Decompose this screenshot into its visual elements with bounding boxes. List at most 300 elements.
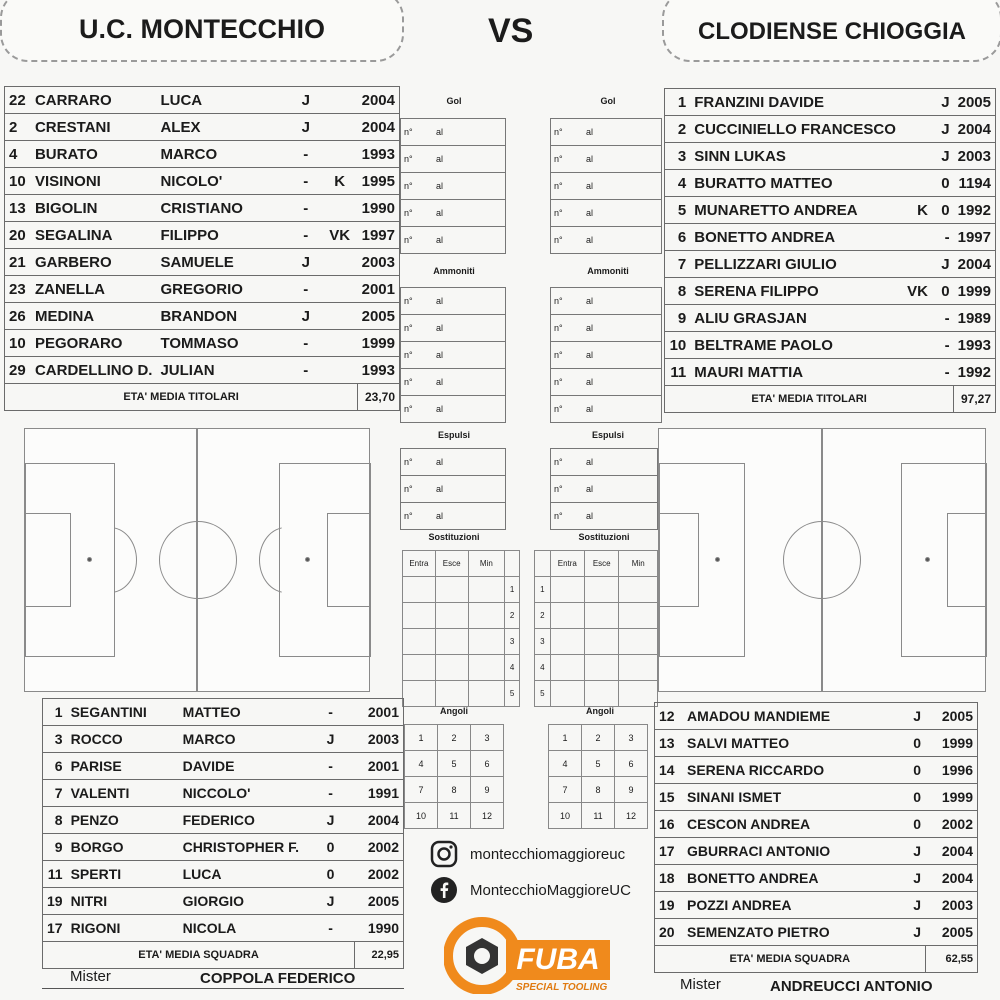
player-number: 7 bbox=[665, 251, 691, 278]
player-name: BURATTO MATTEO bbox=[690, 170, 900, 197]
player-first-name: LUCA bbox=[179, 861, 307, 888]
subs-row bbox=[535, 603, 658, 629]
event-number-field: n° bbox=[401, 200, 434, 227]
player-birth-year: 1992 bbox=[954, 197, 996, 224]
subs-row bbox=[403, 603, 520, 629]
event-row bbox=[401, 449, 506, 476]
subs-number: 2 bbox=[535, 603, 551, 629]
event-minute-field: al bbox=[583, 476, 658, 503]
player-flag: - bbox=[307, 780, 355, 807]
facebook-icon bbox=[430, 876, 458, 904]
vs-label: VS bbox=[488, 12, 534, 50]
player-flag: J bbox=[307, 807, 355, 834]
player-number: 4 bbox=[5, 141, 31, 168]
subs-entra-field bbox=[403, 681, 436, 707]
player-surname: PEGORARO bbox=[31, 330, 157, 357]
player-surname: NITRI bbox=[67, 888, 179, 915]
event-minute-field: al bbox=[433, 315, 506, 342]
event-number-field: n° bbox=[401, 227, 434, 254]
corner-box: 2 bbox=[438, 725, 471, 751]
corner-box: 6 bbox=[615, 751, 648, 777]
event-number-field: n° bbox=[401, 396, 434, 423]
event-row bbox=[401, 200, 506, 227]
event-row bbox=[401, 396, 506, 423]
player-birth-year: 2002 bbox=[355, 861, 404, 888]
subs-table-right bbox=[534, 550, 658, 707]
player-birth-year: 1999 bbox=[358, 330, 400, 357]
event-row bbox=[551, 288, 662, 315]
player-surname: CRESTANI bbox=[31, 114, 157, 141]
event-row bbox=[401, 227, 506, 254]
subs-number: 5 bbox=[505, 681, 520, 707]
subs-entra-field bbox=[550, 603, 584, 629]
away-coach-label: Mister bbox=[680, 976, 721, 993]
player-role bbox=[900, 170, 932, 197]
player-role bbox=[322, 249, 358, 276]
facebook-link[interactable] bbox=[430, 876, 631, 904]
player-name: CUCCINIELLO FRANCESCO bbox=[690, 116, 900, 143]
event-number-field: n° bbox=[551, 369, 584, 396]
player-flag: J bbox=[290, 114, 322, 141]
player-number: 20 bbox=[5, 222, 31, 249]
player-flag: J bbox=[932, 116, 954, 143]
event-row bbox=[401, 173, 506, 200]
home-bench-row bbox=[43, 726, 404, 753]
player-name-cell bbox=[683, 757, 925, 784]
player-flag: - bbox=[307, 915, 355, 942]
subs-row bbox=[535, 629, 658, 655]
player-name-cell bbox=[683, 703, 925, 730]
player-birth-year: 1996 bbox=[925, 757, 978, 784]
corner-box: 1 bbox=[549, 725, 582, 751]
gol-label-left: Gol bbox=[446, 96, 462, 106]
subs-number: 4 bbox=[505, 655, 520, 681]
subs-number-header bbox=[535, 551, 551, 577]
squad-avg-label: ETA' MEDIA SQUADRA bbox=[729, 953, 851, 965]
espulsi-label-right: Espulsi bbox=[591, 430, 624, 440]
away-starter-row bbox=[665, 251, 996, 278]
center-circle bbox=[159, 521, 237, 599]
player-number: 11 bbox=[43, 861, 67, 888]
player-flag: 0 bbox=[913, 735, 921, 751]
player-name: BELTRAME PAOLO bbox=[690, 332, 900, 359]
subs-min-field bbox=[468, 577, 505, 603]
player-role bbox=[322, 276, 358, 303]
player-flag: - bbox=[307, 753, 355, 780]
player-surname: RIGONI bbox=[67, 915, 179, 942]
event-number-field: n° bbox=[401, 476, 434, 503]
player-surname: SEGANTINI bbox=[67, 699, 179, 726]
subs-row bbox=[403, 629, 520, 655]
player-first-name: LUCA bbox=[156, 87, 289, 114]
event-number-field: n° bbox=[551, 227, 584, 254]
home-starter-row bbox=[5, 222, 400, 249]
home-starter-row bbox=[5, 141, 400, 168]
player-number: 14 bbox=[655, 757, 684, 784]
goal-area-right bbox=[947, 513, 987, 607]
player-birth-year: 2005 bbox=[355, 888, 404, 915]
away-starters-avg-row bbox=[665, 386, 996, 413]
away-bench-row bbox=[655, 784, 978, 811]
player-number: 19 bbox=[43, 888, 67, 915]
instagram-handle: montecchiomaggioreuc bbox=[470, 845, 626, 863]
player-number: 3 bbox=[665, 143, 691, 170]
player-birth-year: 1997 bbox=[954, 224, 996, 251]
player-flag: 0 bbox=[913, 789, 921, 805]
player-first-name: TOMMASO bbox=[156, 330, 289, 357]
corner-box: 11 bbox=[582, 803, 615, 829]
player-flag: J bbox=[913, 897, 921, 913]
player-number: 1 bbox=[665, 89, 691, 116]
corner-row bbox=[549, 803, 648, 829]
event-minute-field: al bbox=[433, 119, 506, 146]
player-birth-year: 1995 bbox=[358, 168, 400, 195]
player-surname: CARDELLINO D. bbox=[31, 357, 157, 384]
player-surname: SPERTI bbox=[67, 861, 179, 888]
event-number-field: n° bbox=[401, 119, 434, 146]
event-number-field: n° bbox=[401, 342, 434, 369]
subs-number: 2 bbox=[505, 603, 520, 629]
sponsor-badge bbox=[506, 940, 610, 980]
penalty-spot-right bbox=[925, 557, 930, 562]
away-pitch bbox=[658, 428, 986, 692]
away-bench-row bbox=[655, 838, 978, 865]
instagram-icon bbox=[430, 840, 458, 868]
away-bench-row bbox=[655, 757, 978, 784]
event-number-field: n° bbox=[551, 503, 584, 530]
event-minute-field: al bbox=[433, 200, 506, 227]
player-name: ALIU GRASJAN bbox=[690, 305, 900, 332]
subs-min-field bbox=[468, 655, 505, 681]
player-number: 8 bbox=[665, 278, 691, 305]
away-starter-row bbox=[665, 305, 996, 332]
squad-avg-label: ETA' MEDIA SQUADRA bbox=[138, 949, 259, 961]
corner-box: 5 bbox=[582, 751, 615, 777]
player-surname: VISINONI bbox=[31, 168, 157, 195]
player-number: 23 bbox=[5, 276, 31, 303]
player-flag: J bbox=[290, 303, 322, 330]
corner-box: 6 bbox=[471, 751, 504, 777]
event-minute-field: al bbox=[433, 227, 506, 254]
subs-esce-field bbox=[435, 629, 468, 655]
home-coach-line bbox=[42, 988, 404, 989]
player-number: 7 bbox=[43, 780, 67, 807]
player-surname: BORGO bbox=[67, 834, 179, 861]
player-number: 8 bbox=[43, 807, 67, 834]
away-starter-row bbox=[665, 224, 996, 251]
event-row bbox=[401, 315, 506, 342]
player-first-name: JULIAN bbox=[156, 357, 289, 384]
event-number-field: n° bbox=[551, 476, 584, 503]
player-number: 9 bbox=[43, 834, 67, 861]
player-surname: CARRARO bbox=[31, 87, 157, 114]
gol-label-right: Gol bbox=[600, 96, 616, 106]
corner-box: 11 bbox=[438, 803, 471, 829]
ammoniti-table-left bbox=[400, 287, 506, 423]
player-number: 3 bbox=[43, 726, 67, 753]
player-role bbox=[900, 359, 932, 386]
player-flag: J bbox=[913, 843, 921, 859]
subs-header-row bbox=[403, 551, 520, 577]
player-flag: 0 bbox=[932, 197, 954, 224]
player-flag: - bbox=[290, 141, 322, 168]
away-bench-row bbox=[655, 865, 978, 892]
player-birth-year: 2001 bbox=[358, 276, 400, 303]
player-first-name: BRANDON bbox=[156, 303, 289, 330]
angoli-grid-left bbox=[404, 724, 504, 829]
subs-esce-field bbox=[585, 603, 619, 629]
player-flag: J bbox=[932, 89, 954, 116]
player-birth-year: 2004 bbox=[358, 114, 400, 141]
home-bench-row bbox=[43, 888, 404, 915]
player-role bbox=[322, 195, 358, 222]
away-bench-row bbox=[655, 892, 978, 919]
corner-box: 5 bbox=[438, 751, 471, 777]
player-role bbox=[322, 114, 358, 141]
corner-box: 3 bbox=[471, 725, 504, 751]
event-row bbox=[401, 503, 506, 530]
event-row bbox=[401, 476, 506, 503]
subs-row bbox=[403, 681, 520, 707]
away-squad-avg-row bbox=[655, 946, 978, 973]
subs-entra-header: Entra bbox=[550, 551, 584, 577]
player-number: 26 bbox=[5, 303, 31, 330]
subs-row bbox=[403, 655, 520, 681]
espulsi-table-right bbox=[550, 448, 658, 530]
player-flag: - bbox=[290, 168, 322, 195]
facebook-handle: MontecchioMaggioreUC bbox=[470, 881, 631, 899]
player-surname: VALENTI bbox=[67, 780, 179, 807]
subs-esce-header: Esce bbox=[435, 551, 468, 577]
subs-min-field bbox=[619, 681, 658, 707]
player-birth-year: 2004 bbox=[954, 116, 996, 143]
player-name: SEMENZATO PIETRO bbox=[687, 924, 830, 940]
event-number-field: n° bbox=[551, 200, 584, 227]
player-first-name: NICOLA bbox=[179, 915, 307, 942]
corner-box: 12 bbox=[615, 803, 648, 829]
penalty-spot-left bbox=[87, 557, 92, 562]
subs-esce-field bbox=[435, 577, 468, 603]
squad-avg-value: 22,95 bbox=[371, 949, 399, 961]
home-pitch bbox=[24, 428, 370, 692]
player-number: 18 bbox=[655, 865, 684, 892]
subs-min-field bbox=[468, 603, 505, 629]
player-role bbox=[322, 330, 358, 357]
player-birth-year: 1999 bbox=[925, 784, 978, 811]
subs-min-field bbox=[619, 629, 658, 655]
event-minute-field: al bbox=[433, 369, 506, 396]
subs-row bbox=[535, 655, 658, 681]
player-role bbox=[900, 224, 932, 251]
player-flag: 0 bbox=[307, 834, 355, 861]
avg-label: ETA' MEDIA TITOLARI bbox=[751, 393, 867, 405]
event-minute-field: al bbox=[583, 396, 662, 423]
subs-min-field bbox=[619, 603, 658, 629]
player-number: 21 bbox=[5, 249, 31, 276]
angoli-label-right: Angoli bbox=[586, 706, 614, 716]
home-starters-table bbox=[4, 86, 400, 411]
angoli-label-left: Angoli bbox=[440, 706, 468, 716]
player-birth-year: 1999 bbox=[925, 730, 978, 757]
away-starter-row bbox=[665, 332, 996, 359]
event-number-field: n° bbox=[551, 146, 584, 173]
corner-row bbox=[405, 777, 504, 803]
subs-number: 5 bbox=[535, 681, 551, 707]
player-birth-year: 2005 bbox=[954, 89, 996, 116]
player-flag: J bbox=[932, 143, 954, 170]
penalty-spot-right bbox=[305, 557, 310, 562]
player-flag: - bbox=[290, 195, 322, 222]
player-surname: ZANELLA bbox=[31, 276, 157, 303]
player-number: 10 bbox=[665, 332, 691, 359]
home-starter-row bbox=[5, 249, 400, 276]
home-starter-row bbox=[5, 303, 400, 330]
player-flag: J bbox=[290, 249, 322, 276]
event-row bbox=[551, 200, 662, 227]
player-surname: PENZO bbox=[67, 807, 179, 834]
player-name: MAURI MATTIA bbox=[690, 359, 900, 386]
goal-area-left bbox=[659, 513, 699, 607]
event-row bbox=[551, 449, 658, 476]
event-minute-field: al bbox=[583, 119, 662, 146]
subs-min-field bbox=[468, 681, 505, 707]
event-row bbox=[401, 288, 506, 315]
away-bench-row bbox=[655, 811, 978, 838]
event-minute-field: al bbox=[583, 173, 662, 200]
home-starter-row bbox=[5, 357, 400, 384]
corner-box: 1 bbox=[405, 725, 438, 751]
subs-number-header bbox=[505, 551, 520, 577]
event-number-field: n° bbox=[401, 173, 434, 200]
away-bench-row bbox=[655, 703, 978, 730]
player-birth-year: 1993 bbox=[358, 357, 400, 384]
player-flag: J bbox=[913, 708, 921, 724]
player-name-cell bbox=[683, 865, 925, 892]
player-flag: 0 bbox=[932, 278, 954, 305]
subs-esce-field bbox=[585, 577, 619, 603]
espulsi-label-left: Espulsi bbox=[437, 430, 470, 440]
player-flag: J bbox=[932, 251, 954, 278]
event-row bbox=[401, 369, 506, 396]
player-flag: - bbox=[932, 332, 954, 359]
event-number-field: n° bbox=[401, 369, 434, 396]
player-name-cell bbox=[683, 919, 925, 946]
player-flag: 0 bbox=[932, 170, 954, 197]
player-name-cell bbox=[683, 730, 925, 757]
event-minute-field: al bbox=[433, 288, 506, 315]
sostituzioni-label-right: Sostituzioni bbox=[578, 532, 630, 542]
event-minute-field: al bbox=[583, 288, 662, 315]
player-name-cell bbox=[683, 892, 925, 919]
corner-row bbox=[549, 725, 648, 751]
player-birth-year: 1997 bbox=[358, 222, 400, 249]
subs-entra-field bbox=[403, 655, 436, 681]
player-number: 17 bbox=[43, 915, 67, 942]
player-flag: - bbox=[290, 330, 322, 357]
subs-entra-field bbox=[550, 629, 584, 655]
player-first-name: FEDERICO bbox=[179, 807, 307, 834]
subs-min-field bbox=[619, 655, 658, 681]
corner-box: 9 bbox=[471, 777, 504, 803]
subs-number: 1 bbox=[505, 577, 520, 603]
player-number: 13 bbox=[655, 730, 684, 757]
home-coach-label: Mister bbox=[70, 968, 111, 985]
player-number: 11 bbox=[665, 359, 691, 386]
away-starter-row bbox=[665, 170, 996, 197]
player-surname: PARISE bbox=[67, 753, 179, 780]
home-bench-row bbox=[43, 834, 404, 861]
event-minute-field: al bbox=[583, 200, 662, 227]
player-flag: - bbox=[307, 699, 355, 726]
player-birth-year: 1991 bbox=[355, 780, 404, 807]
instagram-link[interactable] bbox=[430, 840, 625, 868]
player-number: 9 bbox=[665, 305, 691, 332]
player-flag: J bbox=[307, 888, 355, 915]
home-starter-row bbox=[5, 87, 400, 114]
player-birth-year: 2002 bbox=[355, 834, 404, 861]
subs-esce-field bbox=[435, 603, 468, 629]
player-birth-year: 2004 bbox=[925, 838, 978, 865]
player-first-name: CRISTIANO bbox=[156, 195, 289, 222]
home-starters-avg-row bbox=[5, 384, 400, 411]
player-role: K bbox=[900, 197, 932, 224]
player-number: 1 bbox=[43, 699, 67, 726]
gol-table-left bbox=[400, 118, 506, 254]
player-birth-year: 2005 bbox=[358, 303, 400, 330]
event-row bbox=[551, 342, 662, 369]
player-birth-year: 2002 bbox=[925, 811, 978, 838]
player-number: 16 bbox=[655, 811, 684, 838]
player-number: 29 bbox=[5, 357, 31, 384]
event-minute-field: al bbox=[583, 369, 662, 396]
event-row bbox=[551, 396, 662, 423]
player-surname: BURATO bbox=[31, 141, 157, 168]
player-birth-year: 1989 bbox=[954, 305, 996, 332]
player-flag: J bbox=[913, 870, 921, 886]
subs-entra-field bbox=[550, 655, 584, 681]
player-name: CESCON ANDREA bbox=[687, 816, 811, 832]
player-first-name: GIORGIO bbox=[179, 888, 307, 915]
player-flag: J bbox=[913, 924, 921, 940]
home-bench-row bbox=[43, 780, 404, 807]
event-minute-field: al bbox=[433, 146, 506, 173]
player-birth-year: 1990 bbox=[358, 195, 400, 222]
player-number: 5 bbox=[665, 197, 691, 224]
subs-entra-field bbox=[403, 603, 436, 629]
player-name: POZZI ANDREA bbox=[687, 897, 792, 913]
player-role bbox=[322, 303, 358, 330]
away-bench-row bbox=[655, 919, 978, 946]
home-starter-row bbox=[5, 276, 400, 303]
event-number-field: n° bbox=[551, 449, 584, 476]
event-number-field: n° bbox=[551, 288, 584, 315]
player-role bbox=[322, 141, 358, 168]
event-number-field: n° bbox=[401, 315, 434, 342]
player-name: PELLIZZARI GIULIO bbox=[690, 251, 900, 278]
home-starter-row bbox=[5, 330, 400, 357]
player-first-name: MARCO bbox=[179, 726, 307, 753]
subs-header-row bbox=[535, 551, 658, 577]
corner-row bbox=[549, 751, 648, 777]
player-name: SINANI ISMET bbox=[687, 789, 782, 805]
event-row bbox=[551, 227, 662, 254]
player-flag: 0 bbox=[913, 762, 921, 778]
home-bench-row bbox=[43, 699, 404, 726]
event-number-field: n° bbox=[551, 396, 584, 423]
corner-box: 9 bbox=[615, 777, 648, 803]
player-birth-year: 2001 bbox=[355, 753, 404, 780]
event-row bbox=[551, 173, 662, 200]
